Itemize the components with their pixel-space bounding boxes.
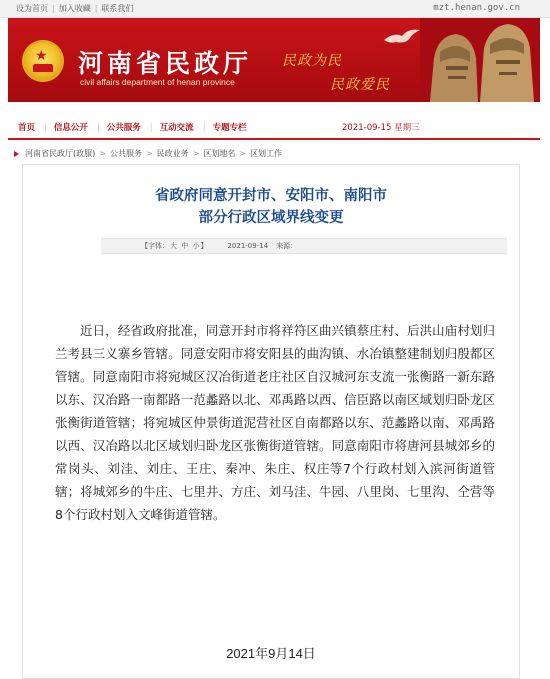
article-meta-bar — [101, 238, 507, 254]
breadcrumb-item[interactable]: 民政业务 — [156, 149, 189, 158]
star-icon: ★ — [35, 48, 48, 64]
article-title — [23, 185, 519, 229]
national-emblem-icon — [22, 40, 64, 82]
breadcrumb-separator: > — [99, 149, 106, 158]
breadcrumb-separator: > — [239, 149, 247, 158]
nav-item-public-service[interactable]: 公共服务 — [106, 123, 141, 133]
font-size-control — [141, 242, 207, 250]
slogan-line-1: 民政为民 — [282, 53, 342, 69]
site-subtitle: civil affairs department of henan province — [80, 77, 235, 87]
stone-statue-icon — [420, 18, 540, 102]
dove-icon — [382, 26, 422, 48]
main-nav — [8, 118, 540, 140]
nav-divider: | — [202, 123, 206, 133]
nav-item-topics[interactable]: 专题专栏 — [212, 123, 247, 133]
breadcrumb-item[interactable]: 公共服务 — [109, 149, 142, 158]
site-title[interactable]: 河南省民政厅 — [78, 49, 253, 78]
site-domain: mzt.henan.gov.cn — [433, 3, 520, 13]
nav-item-interaction[interactable]: 互动交流 — [159, 123, 194, 133]
font-medium-button[interactable]: 中 — [181, 242, 189, 250]
add-favorite-link[interactable]: 加入收藏 — [58, 4, 91, 13]
tiananmen-icon — [33, 64, 53, 72]
breadcrumb-separator: > — [192, 149, 200, 158]
breadcrumb-item[interactable]: 河南省民政厅(政服) — [25, 149, 96, 158]
top-utility-bar — [0, 0, 550, 18]
article-body — [55, 319, 495, 526]
utility-divider: | — [94, 4, 98, 13]
breadcrumb-item[interactable]: 区划地名 — [203, 149, 236, 158]
nav-item-home[interactable]: 首页 — [18, 123, 36, 133]
nav-item-info-public[interactable]: 信息公开 — [53, 123, 88, 133]
nav-divider: | — [44, 123, 47, 133]
current-date: 2021-09-15 星期三 — [342, 123, 420, 133]
breadcrumb-arrow-icon — [14, 151, 19, 157]
article-paragraph: 近日，经省政府批准，同意开封市将祥符区曲兴镇蔡庄村、后洪山庙村划归兰考县三义寨乡管辖。同意安阳市将安阳县的曲沟镇、水冶镇整建制划归殷都区管辖。同意南阳市将宛城区汉冶街道老庄社区自汉城河东支流一张衡路一新东路以东、汉冶路一南都路一范蠡路以北、邓禹路以西、信臣路以南区域划归卧龙区张衡街道管辖；将宛城区仲景街道泥营社区自南都路以东、范蠡路以南、邓禹路以西、汉冶路以北区域划归卧龙区张衡街道管辖。同意南阳市将唐河县城郊乡的常岗头、刘洼、刘庄、王庄、秦冲、朱庄、权庄等7个行政村划入滨河街道管辖；将城郊乡的牛庄、七里井、方庄、刘马洼、牛园、八里岗、七里沟、仝营等8个行政村划入文峰街道管辖。 — [55, 323, 495, 522]
utility-links — [16, 0, 133, 17]
slogan-line-2: 民政爱民 — [330, 77, 390, 93]
nav-divider: | — [149, 123, 153, 133]
publish-date: 2021-09-14 — [227, 242, 269, 250]
font-small-button[interactable]: 小 — [192, 242, 200, 250]
set-homepage-link[interactable]: 设为首页 — [16, 4, 48, 13]
article-sign-date: 2021年9月14日 — [226, 646, 316, 661]
article-title-line-1: 省政府同意开封市、安阳市、南阳市 — [155, 187, 387, 204]
breadcrumb — [14, 148, 282, 160]
font-size-label-close: 】 — [200, 242, 208, 250]
article-title-line-2: 部分行政区域界线变更 — [198, 209, 344, 226]
font-large-button[interactable]: 大 — [170, 242, 177, 250]
breadcrumb-separator: > — [145, 149, 153, 158]
site-banner — [8, 18, 540, 102]
source-label: 来源： — [276, 242, 298, 250]
nav-items — [18, 118, 249, 138]
contact-us-link[interactable]: 联系我们 — [101, 4, 134, 13]
font-size-label: 【字体： — [141, 242, 169, 250]
article-card — [22, 164, 520, 679]
nav-divider: | — [96, 123, 100, 133]
utility-divider: | — [52, 4, 55, 13]
breadcrumb-item[interactable]: 区划工作 — [250, 149, 283, 158]
